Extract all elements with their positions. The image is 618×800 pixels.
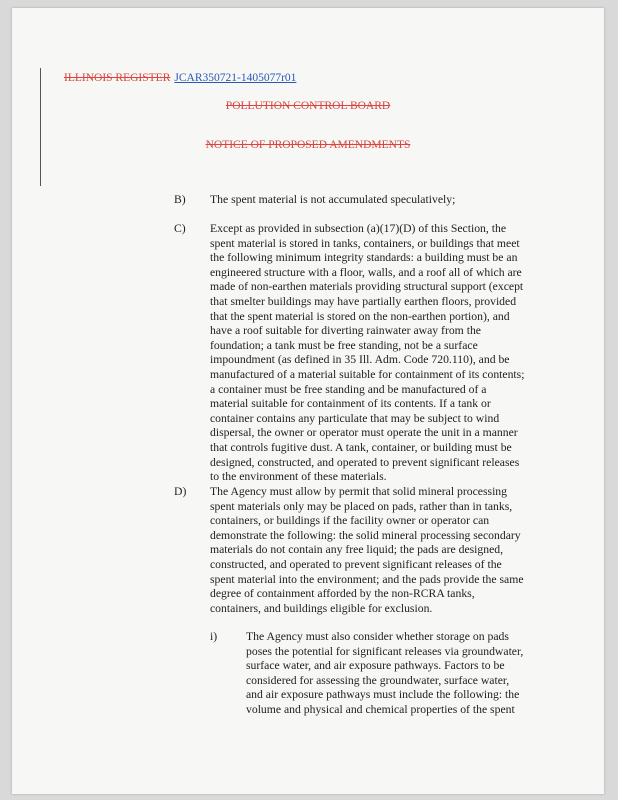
text-line: engineered structure with a floor, walls, and a roof all of which are — [210, 265, 522, 279]
text-line: spent material is stored in tanks, containers, or buildings that meet — [210, 236, 520, 250]
register-deleted-text: ILLINOIS REGISTER — [64, 72, 171, 84]
item-label: i) — [210, 630, 218, 643]
item-text — [210, 193, 455, 208]
text-line: material suitable for containment of its contents. If a tank or — [210, 397, 491, 411]
text-line: demonstrate the following: the solid mineral processing secondary — [210, 528, 521, 542]
text-line: degree of containment afforded by the non-RCRA tanks, — [210, 587, 475, 601]
text-line: materials do not contain any free liquid; the pads are designed, — [210, 543, 504, 557]
item-text — [210, 485, 524, 616]
text-line: designed, constructed, and operated to prevent significant releases — [210, 455, 520, 469]
document-page — [12, 8, 604, 794]
text-line: the following minimum integrity standards: a building must be an — [210, 251, 518, 265]
register-header — [64, 72, 296, 84]
item-label: D) — [174, 485, 187, 498]
item-label: B) — [174, 193, 186, 206]
text-line: that smelter buildings may have partially earthen floors, provided — [210, 294, 517, 308]
board-title: POLLUTION CONTROL BOARD — [225, 100, 391, 112]
text-line: that controls fugitive dust. A tank, container, or building must be — [210, 440, 512, 454]
text-line: dispersal, the owner or operator must operate the unit in a manner — [210, 426, 518, 440]
text-line: impoundment (as defined in 35 Ill. Adm. Code 720.110), and be — [210, 353, 510, 367]
text-line: have a roof suitable for diverting rainwater away from the — [210, 324, 481, 338]
text-line: spent materials only may be placed on pads, rather than in tanks, — [210, 499, 513, 513]
text-line: The Agency must also consider whether storage on pads — [246, 630, 509, 643]
text-line: to the environment of these materials. — [210, 470, 387, 484]
text-line: and air exposure pathways must include the following: the — [246, 688, 520, 702]
revision-margin-bar — [40, 68, 41, 186]
text-line: The spent material is not accumulated speculatively; — [210, 193, 456, 206]
text-line: manufactured of a material suitable for containment of its contents; — [210, 367, 525, 381]
text-line: container contains any particulate that may be subject to wind — [210, 411, 500, 425]
text-line: volume and physical and chemical properties of the spent — [246, 702, 515, 716]
register-inserted-text: JCAR350721-1405077r01 — [174, 72, 297, 84]
item-text — [210, 222, 524, 485]
text-line: that the spent material is stored on the non-earthen portion), and — [210, 309, 510, 323]
text-line: made of non-earthen materials providing structural support (except — [210, 280, 524, 294]
item-text — [246, 630, 523, 718]
notice-title: NOTICE OF PROPOSED AMENDMENTS — [205, 139, 411, 151]
text-line: containers, or buildings if the facility owner or operator can — [210, 514, 490, 528]
text-line: poses the potential for significant releases via groundwater, — [246, 644, 524, 658]
text-line: spent material into the environment; and the pads provide the same — [210, 572, 524, 586]
text-line: a container must be free standing and be manufactured of a — [210, 382, 487, 396]
text-line: The Agency must allow by permit that solid mineral processing — [210, 485, 507, 498]
text-line: Except as provided in subsection (a)(17)(D) of this Section, the — [210, 222, 507, 235]
text-line: containers, and buildings eligible for exclusion. — [210, 601, 433, 615]
text-line: foundation; a tank must be free standing, not be a surface — [210, 338, 478, 352]
text-line: surface water, and air exposure pathways. Factors to be — [246, 659, 505, 673]
item-label: C) — [174, 222, 186, 235]
text-line: constructed, and operated to prevent significant releases of the — [210, 557, 502, 571]
text-line: considered for assessing the groundwater, surface water, — [246, 673, 510, 687]
